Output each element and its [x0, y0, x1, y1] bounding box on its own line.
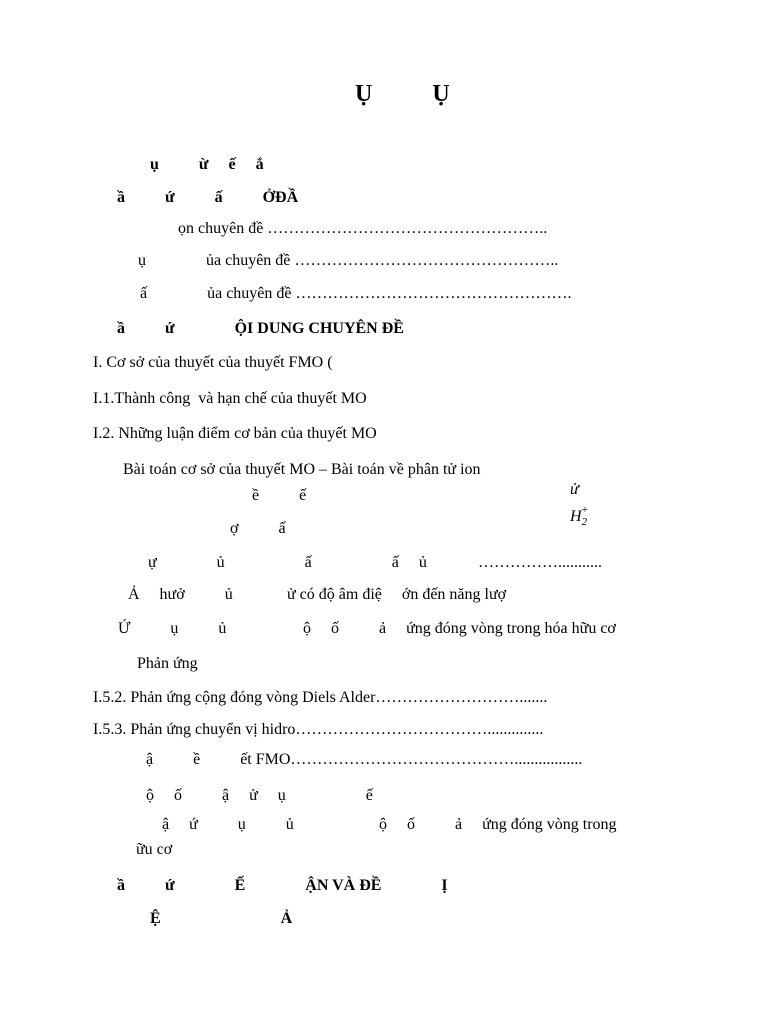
toc-line-20: ộ ố ậ ử ụ ế — [146, 787, 373, 804]
formula-superscript: + — [581, 504, 589, 516]
formula-prefix: ử — [570, 481, 579, 498]
toc-line-2: ầ ứ ấ ỞĐẦ — [117, 189, 299, 206]
toc-line-15-rest: ộ ố ả ứng đóng vòng trong hóa hữu cơ — [303, 620, 616, 637]
toc-line-13-leader: ……………........... — [478, 554, 602, 571]
toc-line-21: ậ ứ ụ ủ — [162, 816, 294, 833]
toc-line-12: ợ ấ — [230, 520, 286, 537]
toc-line-11: ề ế — [252, 487, 307, 504]
toc-line-4: ụ ủa chuyên đề ………………………………………….. — [138, 252, 559, 269]
toc-line-10: Bài toán cơ sở của thuyết MO – Bài toán về phân tử ion — [123, 461, 481, 478]
toc-line-3: ọn chuyên đề …………………………………………….. — [178, 220, 548, 237]
toc-line-5: ấ ủa chuyên đề ……………………………………………. — [140, 285, 572, 302]
toc-line-21-rest: ộ ố ả ứng đóng vòng trong — [379, 816, 617, 833]
toc-line-16: Phản ứng — [137, 655, 198, 672]
toc-line-15: Ứ ụ ủ — [118, 620, 227, 637]
toc-line-6: ầ ứ ỘI DUNG CHUYÊN ĐỀ — [117, 320, 404, 337]
toc-line-24: Ệ Ả — [150, 910, 293, 927]
formula-subscript: 2 — [581, 516, 588, 528]
toc-line-22: ữu cơ — [136, 841, 173, 858]
toc-line-18: I.5.3. Phản ứng chuyển vị hidro……………………………….............. — [93, 721, 544, 738]
page-title: Ụ Ụ — [355, 81, 450, 107]
formula-base: H — [570, 508, 582, 525]
toc-line-14: Ả hưở ủ — [128, 586, 233, 603]
toc-line-9: I.2. Những luận điểm cơ bản của thuyết MO — [93, 425, 377, 442]
toc-line-1: ụ ừ ế ắ — [150, 156, 264, 173]
toc-line-7: I. Cơ sở của thuyết của thuyết FMO ( — [93, 354, 333, 371]
toc-line-8: I.1.Thành công và hạn chế của thuyết MO — [93, 390, 367, 407]
toc-line-23: ầ ứ Ế ẬN VÀ ĐỀ Ị — [117, 877, 448, 894]
toc-line-13: ự ủ ấ ấ ủ — [148, 554, 427, 571]
toc-line-14-rest: ử có độ âm điệ ớn đến năng lượ — [287, 586, 507, 603]
formula-h2-plus — [562, 460, 589, 532]
toc-line-17: I.5.2. Phản ứng cộng đóng vòng Diels Alder………………………....... — [93, 689, 548, 706]
toc-line-19: ậ ề ết FMO……………………………………................. — [146, 751, 583, 768]
